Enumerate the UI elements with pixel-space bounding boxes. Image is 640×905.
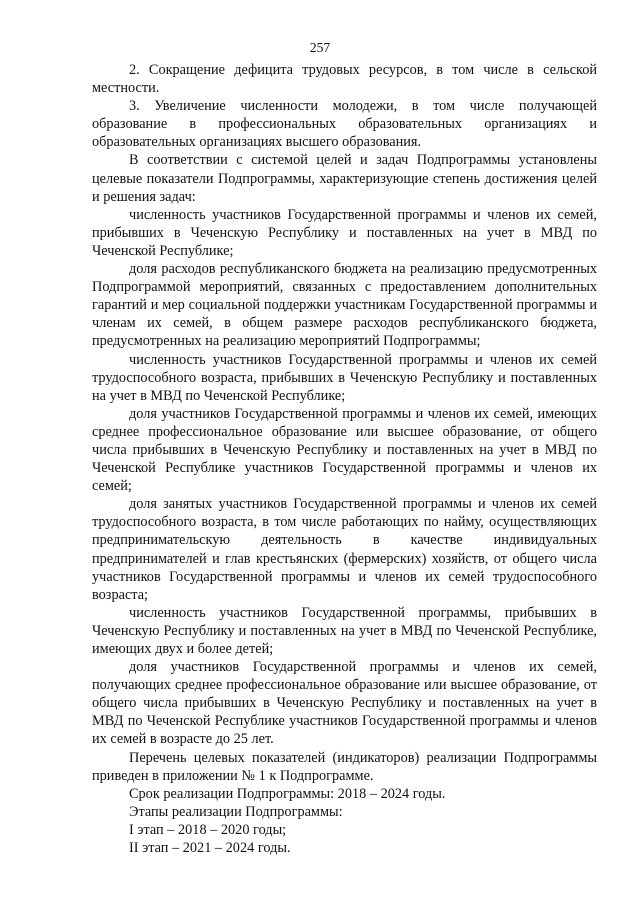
paragraph-indicator-participants-count: численность участников Государственной программы и членов их семей, прибывших в Чеченскую Республику и поставленных на учет в МВД по Чеченской Республике; (92, 206, 597, 259)
paragraph-indicator-employment-share: доля занятых участников Государственной программы и членов их семей трудоспособного возраста, в том числе работающих по найму, осуществляющих предпринимательскую деятельность в качестве индивидуальных предпринимателей и глав крестьянских (фермерских) хозяйств, от общего числа участников Государственной программы и членов их семей трудоспособного возраста; (92, 496, 597, 603)
paragraph-youth-increase: 3. Увеличение численности молодежи, в том числе получающей образование в профессиональных образовательных организациях и образовательных организациях высшего образования. (92, 98, 597, 151)
page-number: 257 (309, 40, 331, 55)
paragraph-indicator-large-families: численность участников Государственной программы, прибывших в Чеченскую Республику и поставленных на учет в МВД по Чеченской Республике, имеющих двух и более детей; (92, 604, 597, 657)
paragraph-indicator-working-age-count: численность участников Государственной программы и членов их семей трудоспособного возраста, прибывших в Чеченскую Республику и поставленных на учет в МВД по Чеченской Республике; (92, 351, 597, 404)
paragraph-indicators-list-reference: Перечень целевых показателей (индикаторов) реализации Подпрограммы приведен в приложении № 1 к Подпрограмме. (92, 749, 597, 784)
paragraph-indicator-budget-share: доля расходов республиканского бюджета на реализацию предусмотренных Подпрограммой мероприятий, связанных с предоставлением дополнительных гарантий и мер социальной поддержки участникам Государственной программы и членам их семей, в общем размере расходов республиканского бюджета, предусмотренных на реализацию мероприятий Подпрограммы; (92, 261, 597, 350)
paragraph-indicator-education-share: доля участников Государственной программы и членов их семей, имеющих среднее профессиональное образование или высшее образование, от общего числа прибывших в Чеченскую Республику и поставленных на учет в МВД по Чеченской Республике участников Государственной программы и членов их семей; (92, 405, 597, 495)
paragraph-target-indicators-intro: В соответствии с системой целей и задач Подпрограммы установлены целевые показатели Подпрограммы, характеризующие степень достижения целей и решения задач: (92, 152, 597, 205)
document-body (92, 61, 597, 857)
paragraph-indicator-students-share: доля участников Государственной программы и членов их семей, получающих среднее профессиональное образование или высшее образование, от общего числа прибывших в Чеченскую Республику и поставленных на учет в МВД по Чеченской Республике участников Государственной программы и членов их семей в возрасте до 25 лет. (92, 659, 597, 748)
paragraph-workforce-deficit: 2. Сокращение дефицита трудовых ресурсов, в том числе в сельской местности. (92, 62, 597, 97)
paragraph-stage-two: II этап – 2021 – 2024 годы. (129, 840, 291, 857)
paragraph-implementation-period: Срок реализации Подпрограммы: 2018 – 2024 годы. (129, 785, 446, 802)
paragraph-stage-one: I этап – 2018 – 2020 годы; (129, 821, 287, 838)
paragraph-stages-heading: Этапы реализации Подпрограммы: (129, 803, 343, 820)
